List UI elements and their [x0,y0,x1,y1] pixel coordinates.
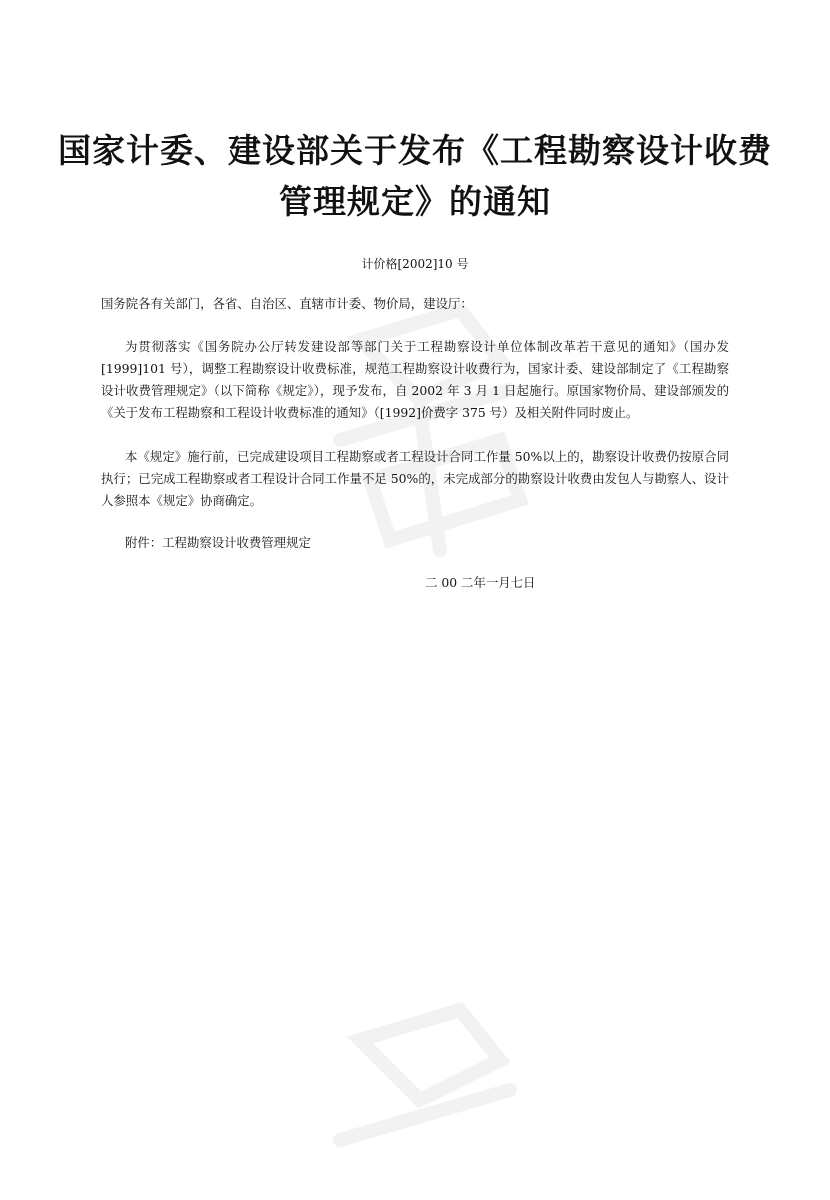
attachment-line: 附件：工程勘察设计收费管理规定 [125,535,311,550]
addressee-line: 国务院各有关部门，各省、自治区、直辖市计委、物价局，建设厅： [101,296,473,311]
document-number: 计价格[2002]10 号 [361,257,469,271]
body-paragraph-1: 为贯彻落实《国务院办公厅转发建设部等部门关于工程勘察设计单位体制改革若干意见的通知》（国办发[1999]101 号），调整工程勘察设计收费标准，规范工程勘察设计收费行为，国家计委、建设部制定了《工程勘察设计收费管理规定》（以下简称《规定》），现予发布，自 2002 年 3 月 1 日起施行。原国家物价局、建设部颁发的《关于发布工程勘察和工程设计收费标准的通知》（[1992]价费字 375 号）及相关附件同时废止。 [101,339,729,420]
document-title-line-1: 国家计委、建设部关于发布《工程勘察设计收费 [58,131,772,170]
document-title-line-2: 管理规定》的通知 [279,182,551,221]
body-paragraph-2: 本《规定》施行前，已完成建设项目工程勘察或者工程设计合同工作量 50%以上的，勘察设计收费仍按原合同执行；已完成工程勘察或者工程设计合同工作量不足 50%的，未完成部分的勘察设计收费由发包人与勘察人、设计人参照本《规定》协商确定。 [101,449,729,508]
watermark-logo-bottom [300,1000,550,1200]
issue-date: 二 00 二年一月七日 [425,575,536,590]
